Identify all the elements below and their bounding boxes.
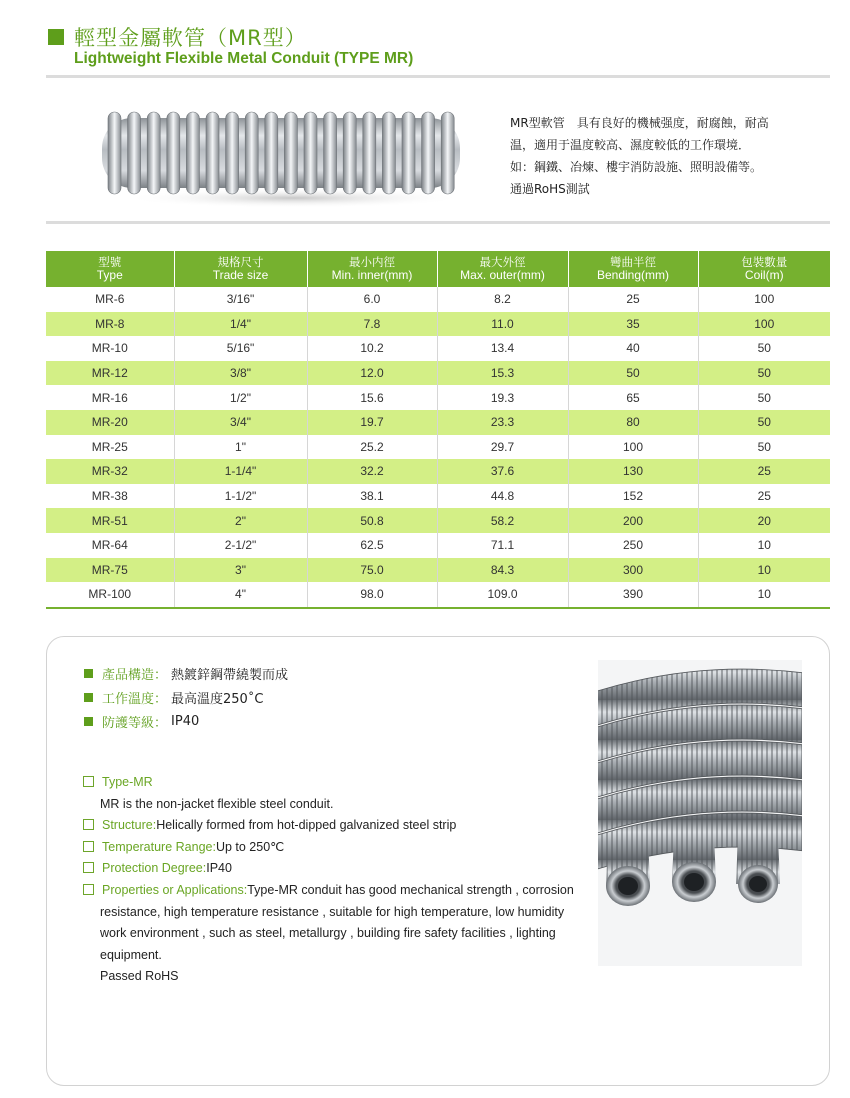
cell-bending: 130 [568, 459, 698, 484]
cell-bending: 50 [568, 361, 698, 386]
divider-middle [46, 221, 830, 224]
cell-min-inner: 38.1 [307, 484, 437, 509]
table-row [46, 410, 830, 435]
structure-line: Structure:Helically formed from hot-dipped galvanized steel strip [83, 815, 583, 837]
cell-type: MR-16 [46, 385, 174, 410]
cell-coil: 50 [757, 390, 771, 405]
intro-line: 温，適用于温度較高、濕度較低的工作環境． [510, 138, 751, 152]
intro-line: 通過RoHS測試 [510, 182, 590, 196]
page-title [48, 22, 307, 52]
cell-max-outer: 29.7 [437, 435, 568, 460]
cell-bending: 25 [568, 287, 698, 312]
cell-type: MR-51 [46, 508, 174, 533]
cell-max-outer: 58.2 [437, 508, 568, 533]
coiled-conduit-photo [598, 660, 802, 966]
cell-trade-size: 1/4" [174, 312, 307, 337]
table-row [46, 558, 830, 583]
cell-min-inner: 50.8 [307, 508, 437, 533]
bullet-square-icon [84, 669, 93, 678]
spec-table [46, 251, 830, 609]
cell-trade-size: 2-1/2" [174, 533, 307, 558]
cell-min-inner: 25.2 [307, 435, 437, 460]
table-row [46, 385, 830, 410]
cell-max-outer: 19.3 [437, 385, 568, 410]
cell-bending: 200 [568, 508, 698, 533]
cell-bending: 390 [568, 582, 698, 608]
cell-min-inner: 6.0 [307, 287, 437, 312]
cell-type: MR-38 [46, 484, 174, 509]
cell-min-inner: 12.0 [307, 361, 437, 386]
cell-max-outer: 11.0 [437, 312, 568, 337]
cell-max-outer: 23.3 [437, 410, 568, 435]
protection-line: Protection Degree:IP40 [83, 858, 583, 880]
cell-min-inner: 62.5 [307, 533, 437, 558]
cell-trade-size: 3" [174, 558, 307, 583]
table-row [46, 508, 830, 533]
bullet-square-icon [84, 693, 93, 702]
cell-trade-size: 3/16" [174, 287, 307, 312]
cell-max-outer: 44.8 [437, 484, 568, 509]
conduit-photo [94, 106, 466, 210]
table-row [46, 459, 830, 484]
table-row [46, 336, 830, 361]
feature-protection: 防護等級： IP40 [84, 712, 199, 731]
cell-max-outer: 13.4 [437, 336, 568, 361]
properties-line-2: resistance, high temperature resistance , suitable for high temperature, low humidity [100, 904, 565, 919]
checkbox-icon [83, 884, 94, 895]
cell-trade-size: 2" [174, 508, 307, 533]
intro-line: 如：鋼鐵、冶煉、樓宇消防設施、照明設備等。 [510, 160, 763, 174]
cell-min-inner: 98.0 [307, 582, 437, 608]
cell-type: MR-12 [46, 361, 174, 386]
cell-coil: 10 [698, 558, 830, 583]
table-row [46, 484, 830, 509]
checkbox-icon [83, 819, 94, 830]
cell-coil: 100 [754, 292, 775, 307]
cell-coil: 20 [698, 508, 830, 533]
cell-bending: 35 [568, 312, 698, 337]
cell-coil: 50 [698, 410, 830, 435]
col-header-coil: 包裝數量 Coil(m) [698, 251, 830, 287]
cell-type: MR-8 [46, 312, 174, 337]
table-row [46, 361, 830, 386]
cell-trade-size: 5/16" [174, 336, 307, 361]
cell-bending: 40 [568, 336, 698, 361]
col-header-max-outer: 最大外徑 Max. outer(mm) [437, 251, 568, 287]
cell-max-outer: 8.2 [437, 287, 568, 312]
english-spec-list [83, 772, 583, 988]
rohs-line: Passed RoHS [100, 969, 179, 984]
cell-min-inner: 32.2 [307, 459, 437, 484]
cell-bending: 300 [568, 558, 698, 583]
cell-type: MR-6 [46, 287, 174, 312]
cell-coil: 50 [757, 341, 771, 356]
cell-bending: 100 [568, 435, 698, 460]
cell-type: MR-64 [46, 533, 174, 558]
cell-max-outer: 15.3 [437, 361, 568, 386]
cell-coil: 25 [698, 459, 830, 484]
table-row [46, 312, 830, 337]
col-header-trade-size: 規格尺寸 Trade size [174, 251, 307, 287]
cell-max-outer: 37.6 [437, 459, 568, 484]
cell-min-inner: 75.0 [307, 558, 437, 583]
table-row [46, 435, 830, 460]
properties-line-4: equipment. [100, 947, 162, 962]
cell-coil: 100 [698, 312, 830, 337]
cell-min-inner: 15.6 [307, 385, 437, 410]
cell-max-outer: 84.3 [437, 558, 568, 583]
type-desc-line: MR is the non-jacket flexible steel conduit. [100, 796, 334, 811]
bullet-square-icon [84, 717, 93, 726]
col-header-min-inner: 最小内徑 Min. inner(mm) [307, 251, 437, 287]
cell-bending: 250 [568, 533, 698, 558]
cell-max-outer: 71.1 [437, 533, 568, 558]
divider-top [46, 75, 830, 78]
cell-trade-size: 1/2" [174, 385, 307, 410]
table-row [46, 582, 830, 608]
col-header-bending: 彎曲半徑 Bending(mm) [568, 251, 698, 287]
title-square-icon [48, 29, 64, 45]
cell-bending: 65 [568, 385, 698, 410]
checkbox-icon [83, 841, 94, 852]
cell-trade-size: 1-1/2" [174, 484, 307, 509]
intro-line: MR型軟管 具有良好的機械强度，耐腐蝕，耐高 [510, 116, 769, 130]
cell-trade-size: 3/8" [174, 361, 307, 386]
title-zh: 輕型金屬軟管（MR型） [74, 26, 307, 50]
cell-trade-size: 3/4" [174, 410, 307, 435]
checkbox-icon [83, 862, 94, 873]
table-header-row [46, 251, 830, 287]
intro-text [510, 112, 800, 200]
type-line: Type-MR [83, 772, 583, 794]
cell-bending: 80 [568, 410, 698, 435]
cell-coil: 50 [698, 361, 830, 386]
cell-bending: 152 [568, 484, 698, 509]
cell-coil: 10 [757, 538, 771, 553]
checkbox-icon [83, 776, 94, 787]
feature-temperature: 工作溫度： 最高溫度250˚C [84, 688, 263, 707]
cell-min-inner: 10.2 [307, 336, 437, 361]
properties-line: Properties or Applications:Type-MR conduit has good mechanical strength , corrosion [83, 880, 583, 902]
cell-coil: 25 [757, 489, 771, 504]
temperature-line: Temperature Range:Up to 250℃ [83, 837, 583, 859]
cell-max-outer: 109.0 [437, 582, 568, 608]
col-header-type: 型號 Type [46, 251, 174, 287]
cell-min-inner: 7.8 [307, 312, 437, 337]
table-row [46, 533, 830, 558]
cell-coil: 50 [757, 439, 771, 454]
title-en: Lightweight Flexible Metal Conduit (TYPE MR) [74, 50, 414, 67]
cell-trade-size: 1" [174, 435, 307, 460]
cell-type: MR-10 [46, 336, 174, 361]
cell-type: MR-32 [46, 459, 174, 484]
properties-line-3: work environment , such as steel, metallurgy , building fire safety facilities , lighting [100, 926, 556, 941]
cell-coil: 10 [698, 582, 830, 608]
cell-type: MR-100 [46, 582, 174, 608]
cell-type: MR-20 [46, 410, 174, 435]
cell-trade-size: 1-1/4" [174, 459, 307, 484]
feature-construction: 產品構造： 熱鍍鋅鋼帶繞製而成 [84, 664, 288, 683]
table-row [46, 287, 830, 312]
cell-trade-size: 4" [174, 582, 307, 608]
cell-type: MR-75 [46, 558, 174, 583]
cell-type: MR-25 [46, 435, 174, 460]
cell-min-inner: 19.7 [307, 410, 437, 435]
